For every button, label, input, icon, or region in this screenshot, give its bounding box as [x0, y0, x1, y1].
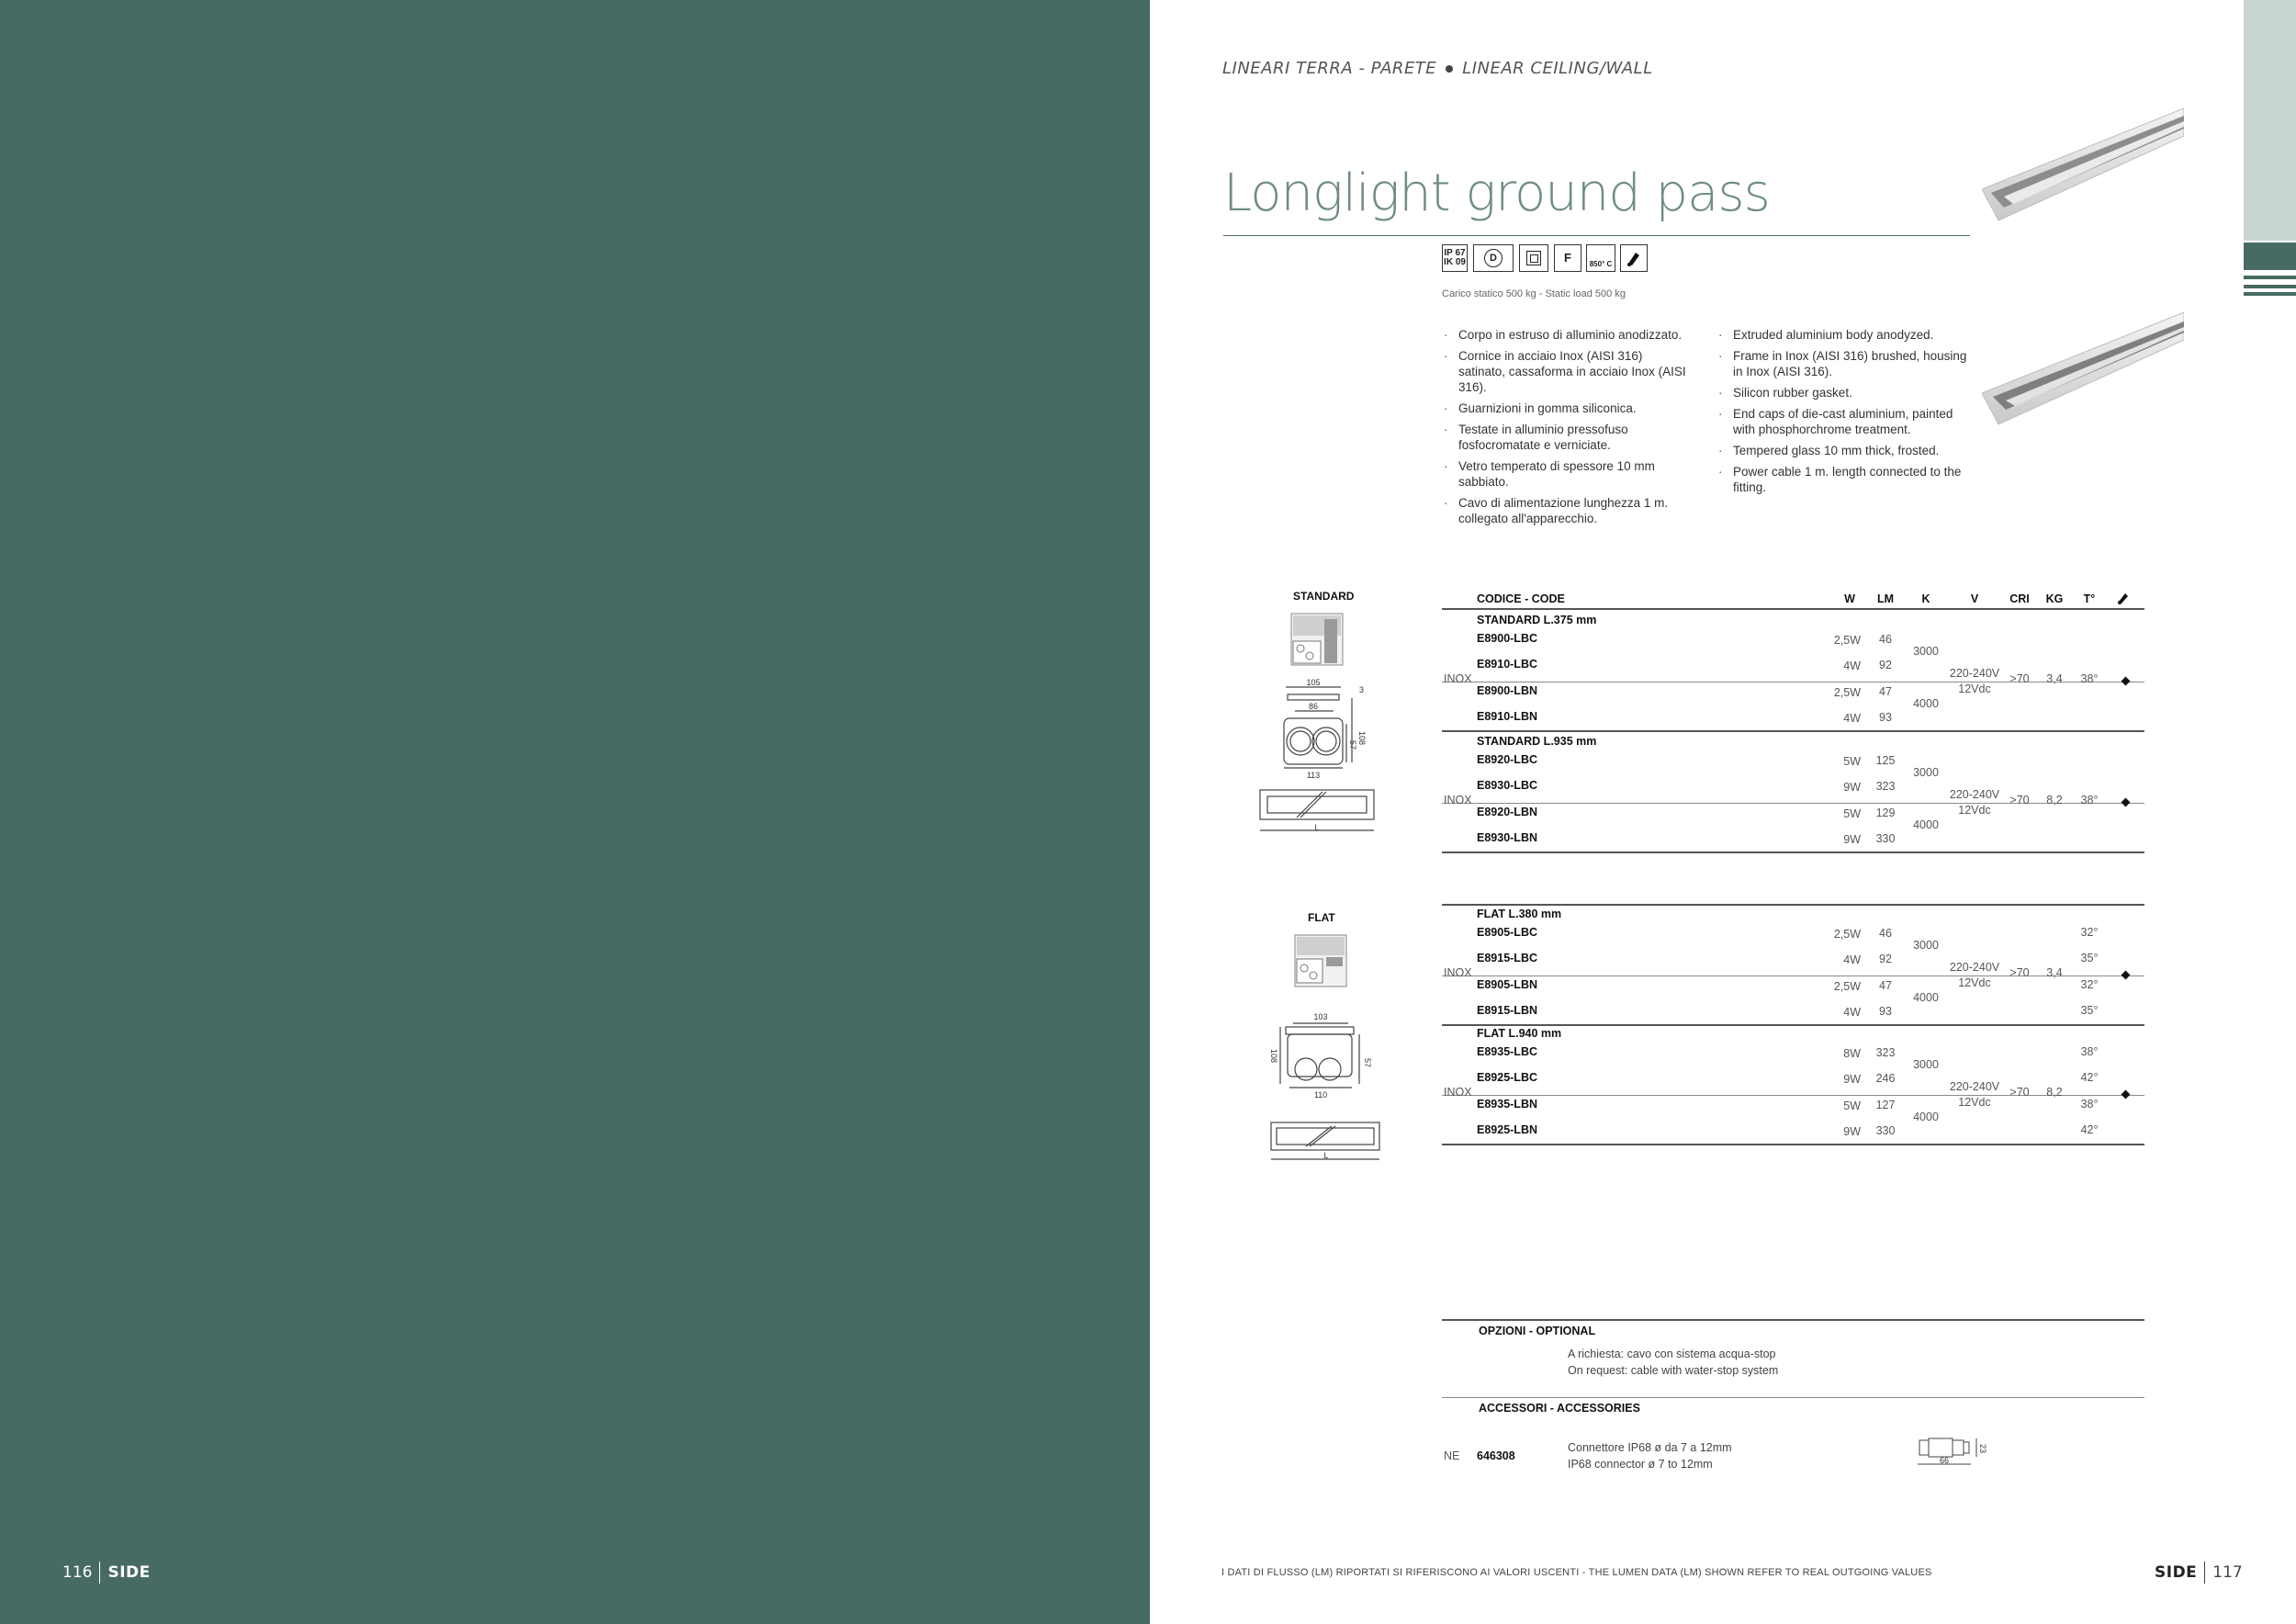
lumen-value: 46 — [1879, 633, 1892, 646]
finish-value: INOX — [1444, 672, 1472, 685]
beam-angle: 32° — [2080, 926, 2099, 939]
cct-3000: 3000 — [1913, 1058, 1939, 1071]
walkover-icon — [2116, 591, 2131, 605]
flat-dim-57: 57 — [1363, 1058, 1372, 1068]
feature-item: · Power cable 1 m. length connected to the fitting. — [1716, 464, 1974, 495]
walkover-marker — [2122, 971, 2131, 980]
group-rule — [1442, 1024, 2144, 1026]
watt-value: 4W — [1843, 953, 1861, 966]
product-code: E8905-LBC — [1477, 926, 1537, 939]
weight-value: 3,4 — [2046, 672, 2063, 685]
options-rule — [1442, 1319, 2144, 1321]
walkover-marker — [2122, 798, 2131, 807]
flat-top-rule — [1442, 904, 2144, 906]
option-line-en: On request: cable with water-stop system — [1568, 1364, 1779, 1377]
group-rule — [1442, 730, 2144, 732]
weight-value: 3,4 — [2046, 966, 2063, 979]
title-rule — [1223, 235, 1970, 236]
section-label-it: LINEARI TERRA - PARETE — [1222, 59, 1437, 78]
product-code: E8915-LBC — [1477, 952, 1537, 964]
dim-length: L — [1314, 823, 1320, 832]
product-image-standard — [1982, 108, 2184, 228]
dim-113: 113 — [1306, 771, 1321, 780]
feature-item: · Guarnizioni in gomma siliconica. — [1442, 400, 1690, 416]
cct-4000: 4000 — [1913, 697, 1939, 710]
beam-angle: 38° — [2080, 794, 2099, 806]
voltage-value: 220-240V 12Vdc — [1949, 1080, 2000, 1109]
cct-3000: 3000 — [1913, 766, 1939, 779]
driver-icon — [1473, 244, 1514, 272]
flat-dim-108: 108 — [1269, 1049, 1278, 1064]
watt-value: 4W — [1843, 660, 1861, 672]
page-number-right: 117 — [2212, 1563, 2243, 1582]
page-title: Longlight ground pass — [1223, 164, 1770, 223]
feature-item: · Cavo di alimentazione lunghezza 1 m. collegato all'apparecchio. — [1442, 495, 1690, 526]
product-code: E8935-LBN — [1477, 1098, 1537, 1111]
right-page-folio — [2155, 1562, 2243, 1584]
flat-dim-length: L — [1323, 1151, 1329, 1160]
bullet-dot — [1446, 65, 1453, 73]
product-code: E8900-LBC — [1477, 632, 1537, 645]
header-kg: KG — [2045, 592, 2064, 605]
standard-label: STANDARD — [1293, 590, 1355, 603]
row-rule — [1442, 803, 2144, 804]
section-detail-icon — [1291, 614, 1343, 665]
flat-dim-110: 110 — [1313, 1090, 1328, 1100]
lumen-value: 323 — [1875, 1046, 1896, 1059]
lumen-value: 125 — [1875, 754, 1896, 767]
finish-value: INOX — [1444, 966, 1472, 979]
feature-item: · Frame in Inox (AISI 316) brushed, housing in Inox (AISI 316). — [1716, 348, 1974, 379]
dim-57: 57 — [1348, 740, 1357, 750]
lumen-value: 129 — [1875, 806, 1896, 819]
feature-item: · Vetro temperato di spessore 10 mm sabbiato. — [1442, 458, 1690, 490]
lumen-value: 246 — [1875, 1072, 1896, 1085]
folio-divider — [2204, 1562, 2205, 1584]
product-code: E8925-LBN — [1477, 1123, 1537, 1136]
brand-left: SIDE — [107, 1563, 151, 1582]
accessories-rule — [1442, 1397, 2144, 1398]
walkover-icon — [1620, 244, 1648, 272]
flat-dim-103: 103 — [1313, 1012, 1328, 1021]
static-load-note: Carico statico 500 kg - Static load 500 kg — [1442, 288, 1626, 299]
product-code: E8910-LBC — [1477, 658, 1537, 671]
product-code: E8930-LBN — [1477, 831, 1537, 844]
watt-value: 2,5W — [1833, 980, 1861, 993]
feature-item: · Extruded aluminium body anodyzed. — [1716, 327, 1974, 343]
watt-value: 4W — [1843, 1006, 1861, 1019]
watt-value: 2,5W — [1833, 634, 1861, 647]
product-image-flat — [1982, 312, 2184, 432]
product-code: E8905-LBN — [1477, 978, 1537, 991]
lumen-value: 93 — [1879, 711, 1892, 724]
header-cri: CRI — [2009, 592, 2030, 605]
feature-item: · Tempered glass 10 mm thick, frosted. — [1716, 443, 1974, 458]
voltage-value: 220-240V 12Vdc — [1949, 667, 2000, 695]
product-code: E8915-LBN — [1477, 1004, 1537, 1017]
cri-value: >70 — [2009, 966, 2030, 979]
beam-angle: 42° — [2080, 1123, 2099, 1136]
watt-value: 9W — [1843, 781, 1861, 794]
dim-3: 3 — [1359, 685, 1365, 694]
watt-value: 5W — [1843, 807, 1861, 820]
strip-band — [2244, 276, 2296, 279]
group-title: STANDARD L.375 mm — [1477, 614, 1597, 626]
feature-item: · Testate in alluminio pressofuso fosfocromatate e verniciate. — [1442, 422, 1690, 453]
connector-drawing — [1914, 1433, 1987, 1475]
features-list-en — [1716, 327, 1974, 501]
cct-3000: 3000 — [1913, 645, 1939, 658]
watt-value: 5W — [1843, 1100, 1861, 1112]
accessory-desc-en: IP68 connector ø 7 to 12mm — [1568, 1458, 1713, 1471]
strip-band — [2244, 292, 2296, 296]
cri-value: >70 — [2009, 672, 2030, 685]
accessory-desc-it: Connettore IP68 ø da 7 a 12mm — [1568, 1441, 1732, 1454]
header-lm: LM — [1876, 592, 1895, 605]
glow-wire-icon — [1586, 244, 1615, 272]
lumen-value: 47 — [1879, 685, 1892, 698]
lumen-value: 330 — [1875, 1124, 1896, 1137]
brand-right: SIDE — [2155, 1563, 2198, 1582]
ik-rating: IK 09 — [1444, 257, 1466, 267]
beam-angle: 42° — [2080, 1071, 2099, 1084]
group-rule — [1442, 851, 2144, 853]
option-line-it: A richiesta: cavo con sistema acqua-stop — [1568, 1348, 1776, 1360]
footer-note: I DATI DI FLUSSO (LM) RIPORTATI SI RIFERISCONO AI VALORI USCENTI - THE LUMEN DATA (LM) SHOWN REFER TO REAL OUTGOING VALUES — [1221, 1567, 1932, 1578]
standard-technical-drawing — [1256, 610, 1385, 845]
dim-23: 23 — [1978, 1444, 1987, 1454]
beam-angle: 38° — [2080, 1098, 2099, 1111]
strip-band — [2244, 242, 2296, 270]
feature-item: · Silicon rubber gasket. — [1716, 385, 1974, 400]
options-title: OPZIONI - OPTIONAL — [1479, 1325, 1596, 1337]
watt-value: 2,5W — [1833, 686, 1861, 699]
dim-86: 86 — [1308, 702, 1319, 711]
accessory-code: 646308 — [1477, 1449, 1515, 1462]
ip-rating: IP 67 — [1444, 248, 1466, 258]
lumen-value: 93 — [1879, 1005, 1892, 1018]
finish-value: INOX — [1444, 794, 1472, 806]
header-v: V — [1970, 592, 1979, 605]
flat-section-detail-icon — [1295, 935, 1346, 987]
product-code: E8935-LBC — [1477, 1045, 1537, 1058]
footprint-icon — [1625, 249, 1643, 267]
product-code: E8900-LBN — [1477, 684, 1537, 697]
dim-105: 105 — [1306, 678, 1321, 687]
header-rule — [1442, 608, 2144, 610]
header-w: W — [1844, 592, 1855, 605]
beam-angle: 35° — [2080, 1004, 2099, 1017]
lumen-value: 127 — [1875, 1099, 1896, 1111]
product-code: E8920-LBC — [1477, 753, 1537, 766]
class-insulation-icon — [1519, 244, 1548, 272]
accessories-title: ACCESSORI - ACCESSORIES — [1479, 1402, 1640, 1415]
lumen-value: 92 — [1879, 953, 1892, 965]
section-label — [1222, 59, 1653, 78]
walkover-marker — [2122, 677, 2131, 686]
voltage-value: 220-240V 12Vdc — [1949, 961, 2000, 989]
watt-value: 2,5W — [1833, 928, 1861, 941]
cct-4000: 4000 — [1913, 1111, 1939, 1123]
cct-4000: 4000 — [1913, 991, 1939, 1004]
cri-value: >70 — [2009, 1086, 2030, 1099]
weight-value: 8,2 — [2046, 794, 2063, 806]
group-title: FLAT L.380 mm — [1477, 908, 1562, 920]
cct-3000: 3000 — [1913, 939, 1939, 952]
feature-item: · Cornice in acciaio Inox (AISI 316) satinato, cassaforma in acciaio Inox (AISI 316). — [1442, 348, 1690, 395]
watt-value: 9W — [1843, 833, 1861, 846]
group-rule — [1442, 1144, 2144, 1145]
feature-item: · Corpo in estruso di alluminio anodizzato. — [1442, 327, 1690, 343]
lumen-value: 323 — [1875, 780, 1896, 793]
feature-item: · End caps of die-cast aluminium, painted with phosphorchrome treatment. — [1716, 406, 1974, 437]
finish-value: INOX — [1444, 1086, 1472, 1099]
beam-angle: 35° — [2080, 952, 2099, 964]
f-letter: F — [1564, 251, 1571, 265]
product-code: E8925-LBC — [1477, 1071, 1537, 1084]
lumen-value: 47 — [1879, 979, 1892, 992]
group-title: STANDARD L.935 mm — [1477, 735, 1597, 748]
flat-label: FLAT — [1308, 911, 1335, 924]
beam-angle: 38° — [2080, 672, 2099, 685]
beam-angle: 38° — [2080, 1045, 2099, 1058]
folio-divider — [99, 1562, 100, 1584]
double-square — [1526, 251, 1541, 265]
watt-value: 5W — [1843, 755, 1861, 768]
driver-letter: D — [1484, 249, 1503, 267]
accessory-finish: NE — [1444, 1449, 1460, 1462]
voltage-value: 220-240V 12Vdc — [1949, 788, 2000, 817]
watt-value: 8W — [1843, 1047, 1861, 1060]
header-temp: T° — [2083, 592, 2096, 605]
lumen-value: 330 — [1875, 832, 1896, 845]
flat-technical-drawing — [1256, 931, 1394, 1167]
group-title: FLAT L.940 mm — [1477, 1027, 1562, 1040]
cct-4000: 4000 — [1913, 818, 1939, 831]
header-code: CODICE - CODE — [1477, 592, 1565, 605]
lumen-value: 92 — [1879, 659, 1892, 671]
dim-108: 108 — [1357, 731, 1367, 746]
cri-value: >70 — [2009, 794, 2030, 806]
section-label-en: LINEAR CEILING/WALL — [1462, 59, 1653, 78]
page-number-left: 116 — [62, 1563, 93, 1582]
f-mark-icon — [1554, 244, 1581, 272]
features-list-it — [1442, 327, 1690, 532]
strip-band — [2244, 285, 2296, 288]
product-code: E8930-LBC — [1477, 779, 1537, 792]
right-edge-strip — [2244, 0, 2296, 241]
lumen-value: 46 — [1879, 927, 1892, 940]
row-rule — [1442, 1095, 2144, 1096]
watt-value: 9W — [1843, 1073, 1861, 1086]
ip-ik-rating-icon — [1442, 244, 1468, 272]
watt-value: 9W — [1843, 1125, 1861, 1138]
glow-wire-temp: 850° C — [1589, 260, 1613, 268]
dim-66: 66 — [1939, 1456, 1950, 1465]
product-code: E8920-LBN — [1477, 806, 1537, 818]
beam-angle: 32° — [2080, 978, 2099, 991]
header-k: K — [1921, 592, 1930, 605]
left-page-folio — [62, 1562, 151, 1584]
walkover-marker — [2122, 1090, 2131, 1100]
inner-square — [1530, 254, 1538, 263]
product-code: E8910-LBN — [1477, 710, 1537, 723]
weight-value: 8,2 — [2046, 1086, 2063, 1099]
watt-value: 4W — [1843, 712, 1861, 725]
